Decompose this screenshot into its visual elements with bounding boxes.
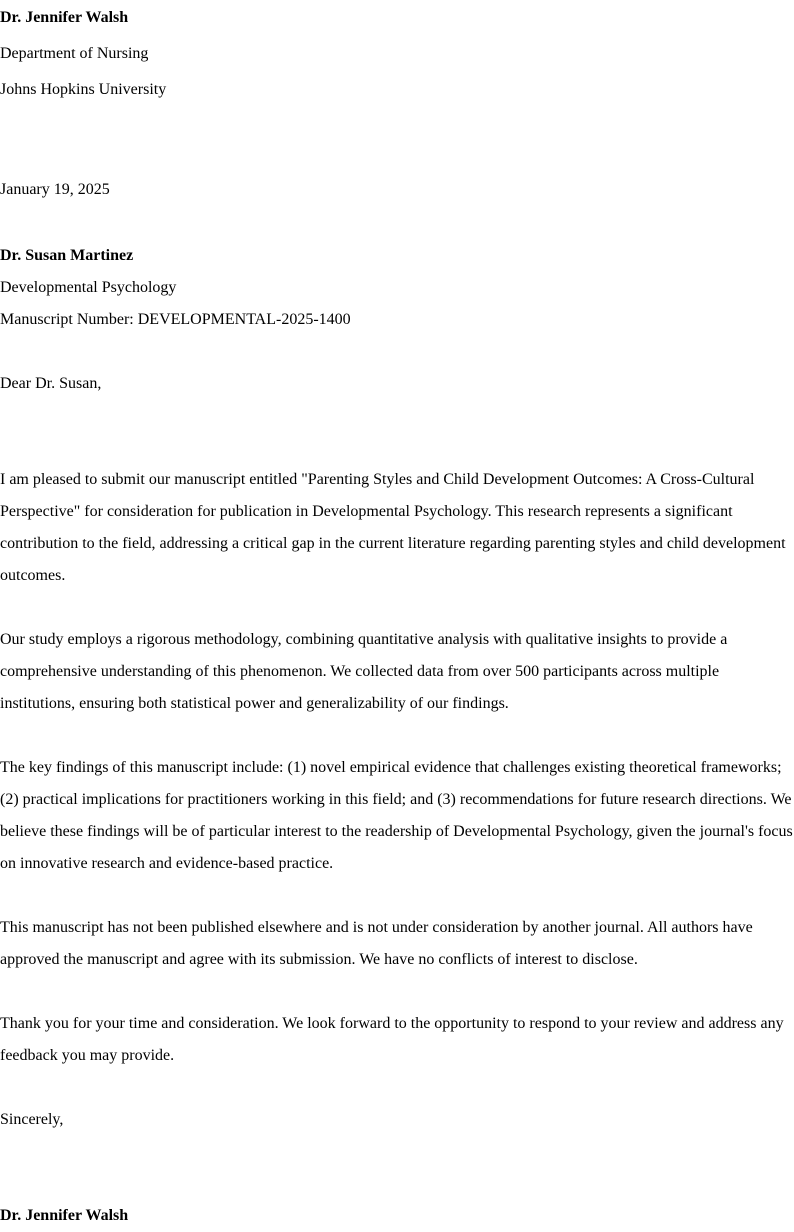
sender-block	[0, 0, 794, 108]
closing: Sincerely,	[0, 1111, 64, 1128]
sender-name: Dr. Jennifer Walsh	[0, 9, 129, 26]
signature-name: Dr. Jennifer Walsh	[0, 1207, 129, 1224]
manuscript-number: Manuscript Number: DEVELOPMENTAL-2025-1400	[0, 311, 351, 328]
spacer-body-2-3	[0, 720, 794, 752]
spacer-before-closing	[0, 1072, 794, 1104]
recipient-journal: Developmental Psychology	[0, 279, 177, 296]
spacer-after-date	[0, 208, 794, 240]
sender-institution: Johns Hopkins University	[0, 81, 167, 98]
spacer-before-salutation	[0, 336, 794, 368]
spacer-before-body	[0, 432, 794, 464]
spacer-body-4-5	[0, 976, 794, 1008]
spacer-signature-1	[0, 1136, 794, 1168]
spacer-after-salutation	[0, 400, 794, 432]
spacer-before-date	[0, 140, 794, 172]
spacer-after-sender	[0, 108, 794, 140]
spacer-body-1-2	[0, 592, 794, 624]
body-paragraph-2: Our study employs a rigorous methodology, combining quantitative analysis with qualitative insights to provide a comprehensive understanding of this phenomenon. We collected data from over 500 participants across multiple institutions, ensuring both statistical power and generalizability of our findings.	[0, 631, 728, 712]
spacer-signature-2	[0, 1168, 794, 1200]
spacer-body-3-4	[0, 880, 794, 912]
body-paragraph-1: I am pleased to submit our manuscript entitled "Parenting Styles and Child Development Outcomes: A Cross-Cultural Perspective" for consideration for publication in Developmental Psychology. This research represents a significant contribution to the field, addressing a critical gap in the current literature regarding parenting styles and child development outcomes.	[0, 471, 786, 584]
letter-date: January 19, 2025	[0, 181, 110, 198]
body-paragraph-5: Thank you for your time and consideration. We look forward to the opportunity to respond to your review and address any feedback you may provide.	[0, 1015, 784, 1064]
salutation: Dear Dr. Susan,	[0, 375, 102, 392]
body-paragraph-4: This manuscript has not been published elsewhere and is not under consideration by another journal. All authors have approved the manuscript and agree with its submission. We have no conflicts of interest to disclose.	[0, 919, 753, 968]
body-paragraph-3: The key findings of this manuscript include: (1) novel empirical evidence that challenges existing theoretical frameworks; (2) practical implications for practitioners working in this field; and (3) recommendations for future research directions. We believe these findings will be of particular interest to the readership of Developmental Psychology, given the journal's focus on innovative research and evidence-based practice.	[0, 759, 793, 872]
recipient-name: Dr. Susan Martinez	[0, 247, 134, 264]
sender-department: Department of Nursing	[0, 45, 149, 62]
recipient-block	[0, 240, 794, 336]
